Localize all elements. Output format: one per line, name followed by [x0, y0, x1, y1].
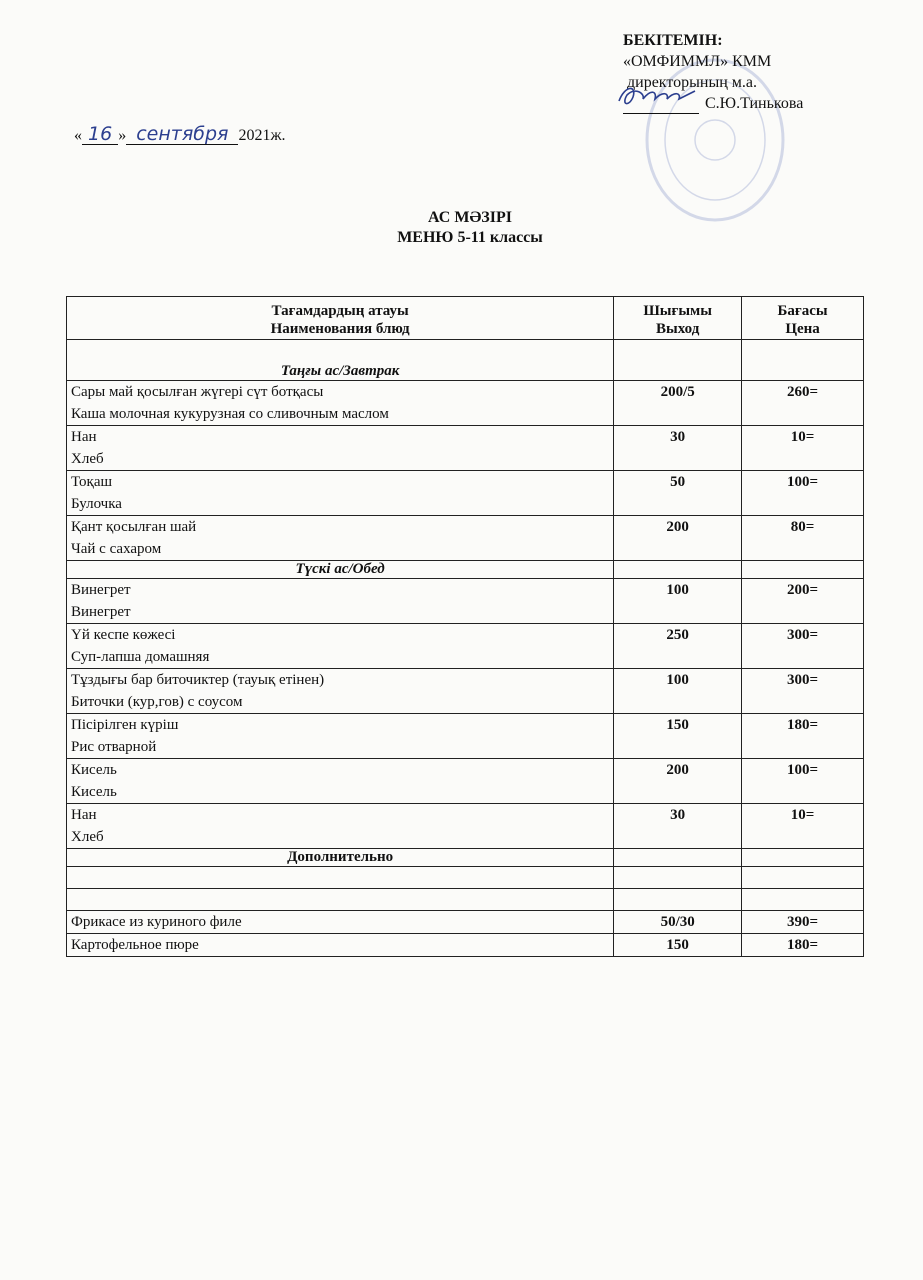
- dish-yield: 150: [614, 714, 742, 759]
- table-row: [67, 669, 864, 714]
- header-yield-ru: Выход: [656, 321, 700, 337]
- section-row-additional: [67, 849, 864, 867]
- approval-position: директорының м.а.: [627, 74, 757, 91]
- signature-line: [623, 93, 803, 114]
- document-title: [0, 208, 923, 248]
- header-price: [742, 297, 864, 340]
- approval-heading: БЕКІТЕМІН:: [623, 32, 723, 49]
- dish-name-ru: Суп-лапша домашняя: [71, 649, 210, 665]
- date-day: 16: [82, 124, 118, 145]
- approval-block: [623, 30, 803, 114]
- dish-yield: 50: [614, 471, 742, 516]
- dish-name-ru: Хлеб: [71, 829, 104, 845]
- dish-name-ru: Винегрет: [71, 604, 131, 620]
- dish-yield: 200: [614, 759, 742, 804]
- empty-row: [67, 889, 864, 911]
- date-close-quote: »: [118, 127, 127, 144]
- table-row: [67, 624, 864, 669]
- approval-date: [74, 124, 286, 145]
- dish-yield: 30: [614, 804, 742, 849]
- dish-name-ru: Биточки (кур,гов) с соусом: [71, 694, 243, 710]
- table-row: [67, 759, 864, 804]
- dish-name-kk: Нан: [71, 807, 97, 823]
- signature-slot: [623, 95, 699, 114]
- header-price-ru: Цена: [785, 321, 820, 337]
- dish-name-ru: Булочка: [71, 496, 122, 512]
- dish-price: 390=: [742, 911, 864, 934]
- title-kk: АС МӘЗІРІ: [428, 209, 512, 226]
- dish-price: 100=: [742, 471, 864, 516]
- section-row-lunch: [67, 561, 864, 579]
- dish-yield: 150: [614, 934, 742, 957]
- date-open-quote: «: [74, 127, 82, 144]
- dish-name-kk: Тұздығы бар биточиктер (тауық етінен): [71, 672, 325, 688]
- dish-yield: 100: [614, 579, 742, 624]
- dish-yield: 200/5: [614, 381, 742, 426]
- section-title: Таңғы ас/Завтрак: [67, 340, 614, 381]
- header-price-kk: Бағасы: [777, 303, 828, 319]
- dish-price: 10=: [742, 804, 864, 849]
- dish-name-kk: Винегрет: [71, 582, 131, 598]
- dish-price: 180=: [742, 934, 864, 957]
- dish-yield: 30: [614, 426, 742, 471]
- dish-name-kk: Тоқаш: [71, 474, 113, 490]
- table-row: [67, 934, 864, 957]
- dish-name-kk: Нан: [71, 429, 97, 445]
- dish-name: Картофельное пюре: [67, 934, 614, 957]
- empty-row: [67, 867, 864, 889]
- dish-name-ru: Чай с сахаром: [71, 541, 162, 557]
- table-row: [67, 911, 864, 934]
- header-yield-kk: Шығымы: [643, 303, 712, 319]
- table-row: [67, 516, 864, 561]
- dish-name-ru: Каша молочная кукурузная со сливочным маслом: [71, 406, 389, 422]
- dish-name-kk: Қант қосылған шай: [71, 519, 197, 535]
- dish-name-kk: Сары май қосылған жүгері сүт ботқасы: [71, 384, 324, 400]
- approval-name: С.Ю.Тинькова: [705, 95, 804, 112]
- dish-price: 300=: [742, 669, 864, 714]
- header-dish-name-ru: Наименования блюд: [270, 321, 410, 337]
- dish-name-kk: Пісірілген күріш: [71, 717, 179, 733]
- dish-name-ru: Рис отварной: [71, 739, 157, 755]
- title-ru: МЕНЮ 5-11 классы: [397, 229, 543, 246]
- dish-yield: 50/30: [614, 911, 742, 934]
- date-month: сентября: [126, 124, 238, 145]
- table-row: [67, 426, 864, 471]
- table-row: [67, 714, 864, 759]
- dish-yield: 250: [614, 624, 742, 669]
- section-title: Дополнительно: [67, 849, 614, 867]
- date-year: 2021ж.: [238, 127, 286, 144]
- dish-price: 300=: [742, 624, 864, 669]
- section-row-breakfast: [67, 340, 864, 381]
- table-header-row: [67, 297, 864, 340]
- dish-name-kk: Кисель: [71, 762, 117, 778]
- dish-yield: 100: [614, 669, 742, 714]
- header-dish-name-kk: Тағамдардың атауы: [271, 303, 409, 319]
- dish-price: 100=: [742, 759, 864, 804]
- menu-table: [66, 296, 864, 957]
- table-row: [67, 381, 864, 426]
- dish-price: 200=: [742, 579, 864, 624]
- table-row: [67, 471, 864, 516]
- header-yield: [614, 297, 742, 340]
- table-row: [67, 804, 864, 849]
- dish-price: 180=: [742, 714, 864, 759]
- handwritten-signature: [615, 81, 705, 113]
- header-dish-name: [67, 297, 614, 340]
- dish-name-kk: Үй кеспе көжесі: [71, 627, 176, 643]
- dish-name-ru: Хлеб: [71, 451, 104, 467]
- approval-org: «ОМФИММЛ» КММ: [623, 53, 772, 70]
- table-row: [67, 579, 864, 624]
- dish-price: 80=: [742, 516, 864, 561]
- section-title: Түскі ас/Обед: [67, 561, 614, 579]
- dish-price: 10=: [742, 426, 864, 471]
- dish-yield: 200: [614, 516, 742, 561]
- dish-name-ru: Кисель: [71, 784, 117, 800]
- dish-name: Фрикасе из куриного филе: [67, 911, 614, 934]
- dish-price: 260=: [742, 381, 864, 426]
